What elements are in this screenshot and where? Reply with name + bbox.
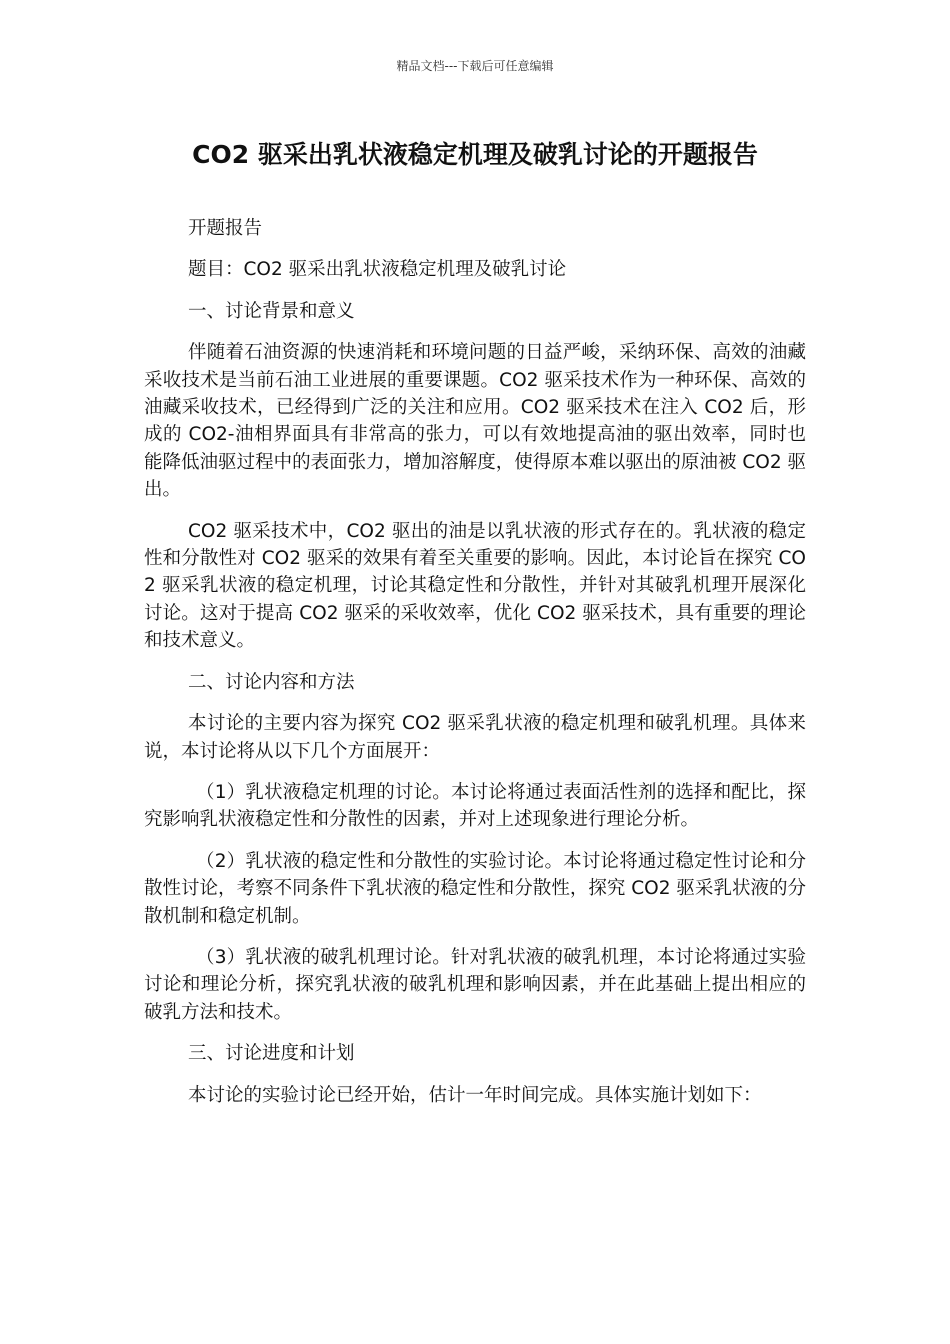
paragraph-schedule: 本讨论的实验讨论已经开始，估计一年时间完成。具体实施计划如下： [188,1084,762,1106]
document-body [144,215,806,1123]
topic-line: 题目：CO2 驱采出乳状液稳定机理及破乳讨论 [188,259,567,281]
document-title: CO2 驱采出乳状液稳定机理及破乳讨论的开题报告 [192,140,758,169]
paragraph-content-intro: 本讨论的主要内容为探究 CO2 驱采乳状液的稳定机理和破乳机理。具体来说，本讨论将从以下几个方面展开： [144,713,806,762]
list-item-3: （3）乳状液的破乳机理讨论。针对乳状液的破乳机理，本讨论将通过实验讨论和理论分析，探究乳状液的破乳机理和影响因素，并在此基础上提出相应的破乳方法和技术。 [144,946,806,1023]
section-heading-content: 二、讨论内容和方法 [188,671,355,693]
list-item-2: （2）乳状液的稳定性和分散性的实验讨论。本讨论将通过稳定性讨论和分散性讨论，考察不同条件下乳状液的稳定性和分散性，探究 CO2 驱采乳状液的分散机制和稳定机制。 [144,850,806,927]
header-note: 精品文档---下载后可任意编辑 [396,59,554,73]
section-heading-background: 一、讨论背景和意义 [188,300,355,322]
list-item-1: （1）乳状液稳定机理的讨论。本讨论将通过表面活性剂的选择和配比，探究影响乳状液稳定性和分散性的因素，并对上述现象进行理论分析。 [144,781,806,831]
paragraph-significance: CO2 驱采技术中，CO2 驱出的油是以乳状液的形式存在的。乳状液的稳定性和分散性对 CO2 驱采的效果有着至关重要的影响。因此，本讨论旨在探究 CO2 驱采乳状液的稳定机理，讨论其稳定性和分散性，并针对其破乳机理开展深化讨论。这对于提高 CO2 驱采的采收效率，优化 CO2 驱采技术，具有重要的理论和技术意义。 [144,520,806,652]
section-heading-schedule: 三、讨论进度和计划 [188,1043,355,1065]
report-label: 开题报告 [188,218,263,239]
paragraph-background: 伴随着石油资源的快速消耗和环境问题的日益严峻，采纳环保、高效的油藏采收技术是当前石油工业进展的重要课题。CO2 驱采技术作为一种环保、高效的油藏采收技术，已经得到广泛的关注和应用。CO2 驱采技术在注入 CO2 后，形成的 CO2-油相界面具有非常高的张力，可以有效地提高油的驱出效率，同时也能降低油驱过程中的表面张力，增加溶解度，使得原本难以驱出的原油被 CO2 驱出。 [144,342,806,501]
